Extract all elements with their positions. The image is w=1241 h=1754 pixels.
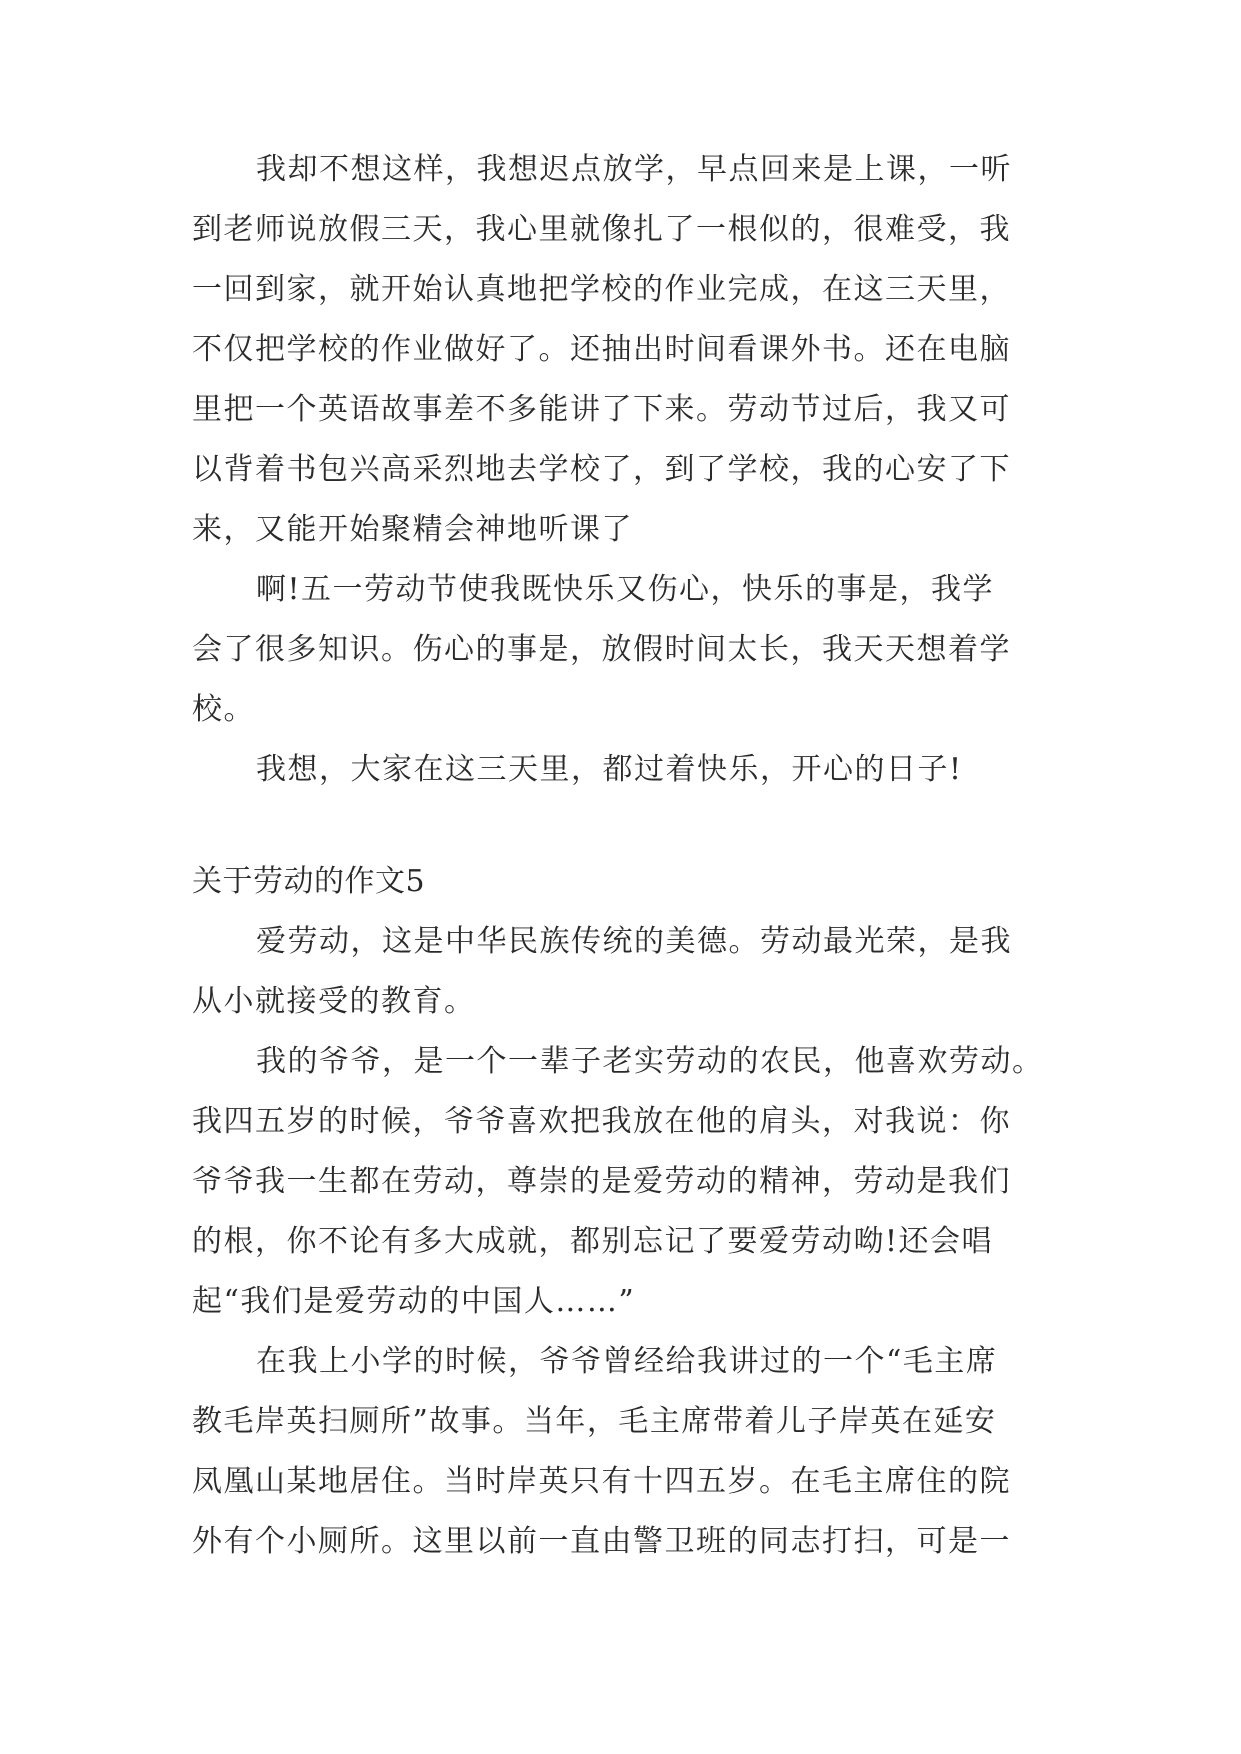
text-line: 啊!五一劳动节使我既快乐又伤心，快乐的事是，我学 [256,572,995,607]
text-line: 我却不想这样，我想迟点放学，早点回来是上课，一听 [256,152,1012,187]
text-line: 以背着书包兴高采烈地去学校了，到了学校，我的心安了下 [192,452,1011,487]
text-line: 的根，你不论有多大成就，都别忘记了要爱劳动呦!还会唱 [192,1224,994,1259]
text-line: 外有个小厕所。这里以前一直由警卫班的同志打扫，可是一 [192,1524,1011,1559]
text-line: 会了很多知识。伤心的事是，放假时间太长，我天天想着学 [192,632,1011,667]
text-line: 里把一个英语故事差不多能讲了下来。劳动节过后，我又可 [192,392,1011,427]
text-line: 凤凰山某地居住。当时岸英只有十四五岁。在毛主席住的院 [192,1464,1011,1499]
text-line: 校。 [192,692,255,727]
text-line: 在我上小学的时候，爷爷曾经给我讲过的一个“毛主席 [256,1344,998,1379]
text-line: 起“我们是爱劳动的中国人……” [192,1284,636,1319]
text-line: 我想，大家在这三天里，都过着快乐，开心的日子! [256,752,963,787]
text-line: 教毛岸英扫厕所”故事。当年，毛主席带着儿子岸英在延安 [192,1404,997,1439]
text-line: 一回到家，就开始认真地把学校的作业完成，在这三天里， [192,272,1011,307]
text-line: 我四五岁的时候，爷爷喜欢把我放在他的肩头，对我说：你 [192,1104,1011,1139]
text-line: 爱劳动，这是中华民族传统的美德。劳动最光荣，是我 [256,924,1012,959]
text-line: 不仅把学校的作业做好了。还抽出时间看课外书。还在电脑 [192,332,1011,367]
text-line: 爷爷我一生都在劳动，尊崇的是爱劳动的精神，劳动是我们 [192,1164,1011,1199]
section-title: 关于劳动的作文5 [192,864,426,899]
text-line: 来，又能开始聚精会神地听课了 [192,512,633,547]
text-line: 到老师说放假三天，我心里就像扎了一根似的，很难受，我 [192,212,1011,247]
text-line: 从小就接受的教育。 [192,984,476,1019]
text-line: 我的爷爷，是一个一辈子老实劳动的农民，他喜欢劳动。 [256,1044,1044,1079]
